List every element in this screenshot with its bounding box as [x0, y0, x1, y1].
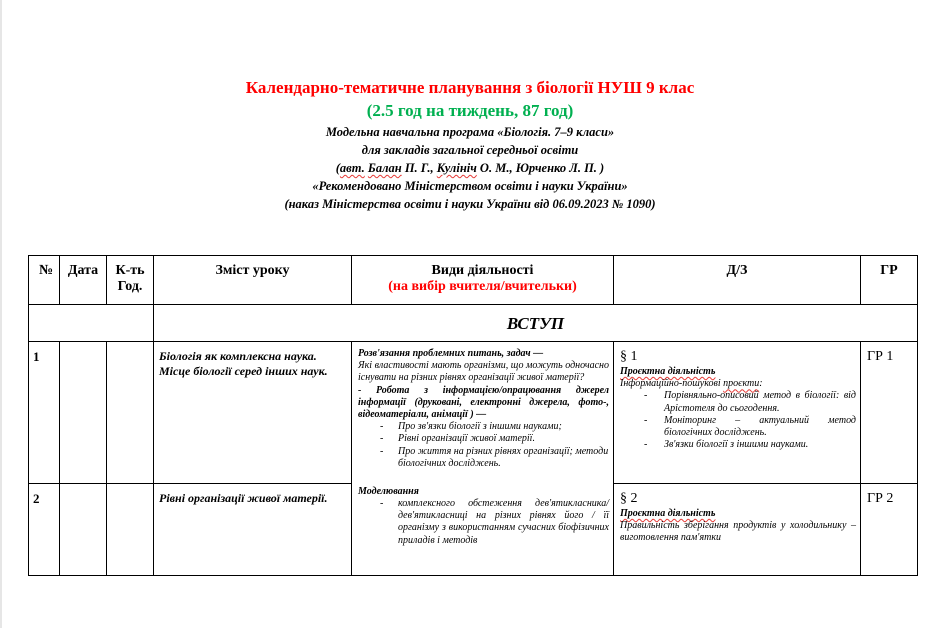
hours-subtitle: (2.5 год на тиждень, 87 год) — [366, 101, 574, 120]
list-item: - Порівняльно-описовий метод в біології: від Арістотеля до сьогодення. — [620, 390, 856, 414]
row-hours — [107, 484, 154, 576]
author-kulinich: Кулініч — [436, 161, 477, 175]
col-homework-header: Д/З — [614, 256, 861, 305]
table-row — [29, 342, 918, 484]
col-group-header: ГР — [861, 256, 918, 305]
list-item: - Про зв'язки біології з іншими науками; — [358, 421, 609, 433]
project-text: Правильність зберігання продуктів у холодильнику – виготовлення пам'ятки — [620, 520, 856, 544]
program-name: Модельна навчальна програма «Біологія. 7–9 класи» — [325, 125, 615, 139]
activities-note: (на вибір вчителя/вчительки) — [388, 279, 577, 294]
row-num: 1 — [29, 342, 60, 484]
table-header-row — [29, 256, 918, 305]
col-num-header: № — [29, 256, 60, 305]
problem-text: Які властивості мають організми, що можуть одночасно існувати на різних рівнях організації живої матерії? — [358, 360, 609, 384]
project-subtitle: Інформаційно-пошукові проєкти: — [620, 378, 763, 390]
row-date — [60, 342, 107, 484]
paragraph-number: § 1 — [620, 349, 638, 364]
planning-table — [28, 255, 918, 576]
section-title: ВСТУП — [154, 305, 918, 342]
row-date — [60, 484, 107, 576]
modeling-list — [358, 498, 609, 547]
list-item: - Моніторинг – актуальний метод біологічних досліджень. — [620, 415, 856, 439]
for-schools: для закладів загальної середньої освіти — [361, 143, 579, 157]
authors-line: (авт. Балан П. Г., Кулініч О. М., Юрченко Л. П. ) — [335, 161, 605, 175]
order-line: (наказ Міністерства освіти і науки України від 06.09.2023 № 1090) — [284, 197, 656, 211]
list-item: - комплексного обстеження дев'ятикласника/дев'ятикласниці на різних рівнях його / її організму з використанням сучасних біофізичних приладів і методів — [358, 498, 609, 547]
col-date-header: Дата — [60, 256, 107, 305]
recommended-line: «Рекомендовано Міністерством освіти і науки України» — [312, 179, 628, 193]
project-list — [620, 390, 856, 451]
list-item: - Зв'язки біології з іншими науками. — [620, 439, 856, 451]
row-hours — [107, 342, 154, 484]
list-item: - Про життя на різних рівнях організації; методи біологічних досліджень. — [358, 446, 609, 470]
paragraph-number: § 2 — [620, 491, 638, 506]
col-hours-header: К-ть Год. — [107, 256, 154, 305]
homework-cell — [614, 484, 861, 576]
list-item: - Рівні організації живої матерії. — [358, 433, 609, 445]
row-group: ГР 1 — [861, 342, 918, 484]
authors-avt: авт. — [339, 161, 365, 175]
section-row — [29, 305, 918, 342]
document-title: Календарно-тематичне планування з біології НУШ 9 клас — [245, 78, 695, 97]
author-balan: Балан — [367, 161, 402, 175]
work-list — [358, 421, 609, 470]
row-group: ГР 2 — [861, 484, 918, 576]
project-title: Проєктна діяльність — [620, 508, 716, 520]
modeling-title: Моделювання — [358, 485, 419, 497]
project-title: Проєктна діяльність — [620, 366, 716, 378]
work-block: - Робота з інформацією/опрацювання джерел інформації (друковані, електронні джерела, фото-, відеоматеріали, анімації ) — — [358, 384, 609, 420]
problem-title: Розв'язання проблемних питань, задач — — [358, 348, 544, 359]
col-content-header: Зміст уроку — [154, 256, 352, 305]
col-activities-header: Види діяльності (на вибір вчителя/вчительки) — [352, 256, 614, 305]
row-topic: Рівні організації живої матерії. — [154, 484, 352, 576]
homework-cell — [614, 342, 861, 484]
row-num: 2 — [29, 484, 60, 576]
row-topic: Біологія як комплексна наука. Місце біології серед інших наук. — [154, 342, 352, 484]
activities-cell — [352, 342, 614, 576]
